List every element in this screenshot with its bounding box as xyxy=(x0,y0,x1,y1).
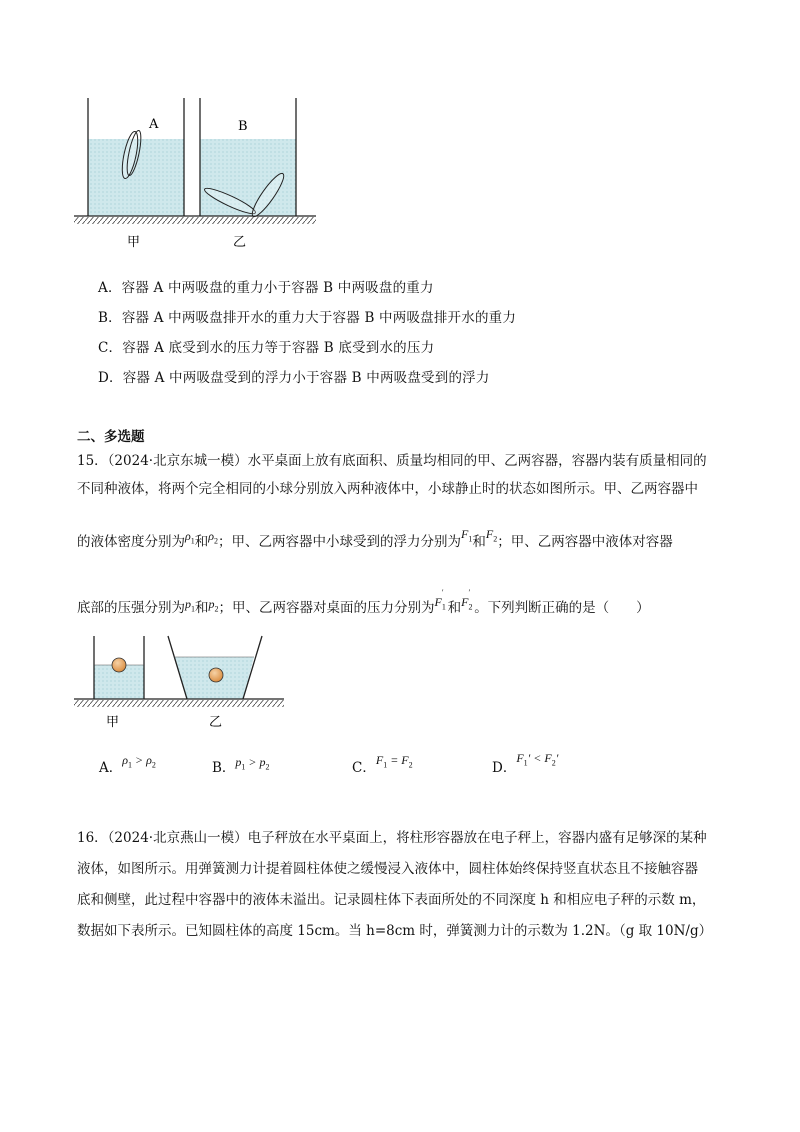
label-jia: 甲 xyxy=(127,235,141,250)
label-yi-2: 乙 xyxy=(209,715,223,730)
p1: $p_1$ xyxy=(185,597,195,614)
ball-jia xyxy=(112,658,126,672)
label-jia-2: 甲 xyxy=(106,715,120,730)
label-b: B xyxy=(238,119,248,134)
p2: $p_2$ xyxy=(208,597,219,614)
q15-line-2: 不同种液体，将两个完全相同的小球分别放入两种液体中，小球静止时的状态如图所示。甲、乙两容器中 xyxy=(77,481,698,497)
q14-option-c[interactable]: C．容器 A 底受到水的压力等于容器 B 底受到水的压力 xyxy=(98,340,435,356)
q16-line-1: 16．（2024·北京燕山一模）电子秤放在水平桌面上，将柱形容器放在电子秤上，容器内盛有足够深的某种 xyxy=(77,830,707,846)
label-a: A xyxy=(149,117,159,132)
figure-containers-jia-yi xyxy=(70,632,290,730)
f1-prime: $F_1'$ xyxy=(434,588,446,612)
f2: $F_2$ xyxy=(485,527,498,544)
q16-line-4: 数据如下表所示。已知圆柱体的高度 15cm。当 h=8cm 时，弹簧测力计的示数为 1.2N。（g 取 10N/g） xyxy=(77,923,713,939)
q15-option-a[interactable]: A．$\rho_1 > \rho_2$ xyxy=(99,753,156,776)
q15-line-3: 的液体密度分别为$\rho_1$和$\rho_2$；甲、乙两容器中小球受到的浮力分别为$F_1$和$F_2$；甲、乙两容器中液体对容器 xyxy=(77,527,673,550)
q14-option-d[interactable]: D．容器 A 中两吸盘受到的浮力小于容器 B 中两吸盘受到的浮力 xyxy=(98,370,490,386)
section-title: 二、多选题 xyxy=(77,429,145,445)
label-yi: 乙 xyxy=(233,235,247,250)
q15-option-b[interactable]: B．$p_1 > p_2$ xyxy=(212,755,270,776)
q14-option-a[interactable]: A．容器 A 中两吸盘的重力小于容器 B 中两吸盘的重力 xyxy=(98,280,434,296)
rho1: $\rho_1$ xyxy=(185,529,195,546)
ground-hatch-2 xyxy=(74,700,284,707)
q15-line-4: 底部的压强分别为$p_1$和$p_2$；甲、乙两容器对桌面的压力分别为$F_1'$和$F_2'$。下列判断正确的是（ ） xyxy=(77,588,650,616)
q14-option-b[interactable]: B．容器 A 中两吸盘排开水的重力大于容器 B 中两吸盘排开水的重力 xyxy=(98,310,517,326)
f2-prime: $F_2'$ xyxy=(461,588,473,612)
ball-yi xyxy=(209,668,223,682)
q15-line-1: 15．（2024·北京东城一模）水平桌面上放有底面积、质量均相同的甲、乙两容器，容器内装有质量相同的 xyxy=(77,453,707,469)
figure-containers-ab xyxy=(70,95,320,255)
ground-hatch xyxy=(74,217,316,224)
f1: $F_1$ xyxy=(461,527,473,544)
q15-option-c[interactable]: C．$F_1 = F_2$ xyxy=(352,753,413,776)
q15-option-d[interactable]: D．$F_1' < F_2'$ xyxy=(492,751,559,776)
q16-line-2: 液体，如图所示。用弹簧测力计提着圆柱体使之缓慢浸入液体中，圆柱体始终保持竖直状态且不接触容器 xyxy=(77,861,698,877)
rho2: $\rho_2$ xyxy=(208,529,219,546)
q16-line-3: 底和侧壁，此过程中容器中的液体未溢出。记录圆柱体下表面所处的不同深度 h 和相应电子秤的示数 m， xyxy=(77,892,706,908)
